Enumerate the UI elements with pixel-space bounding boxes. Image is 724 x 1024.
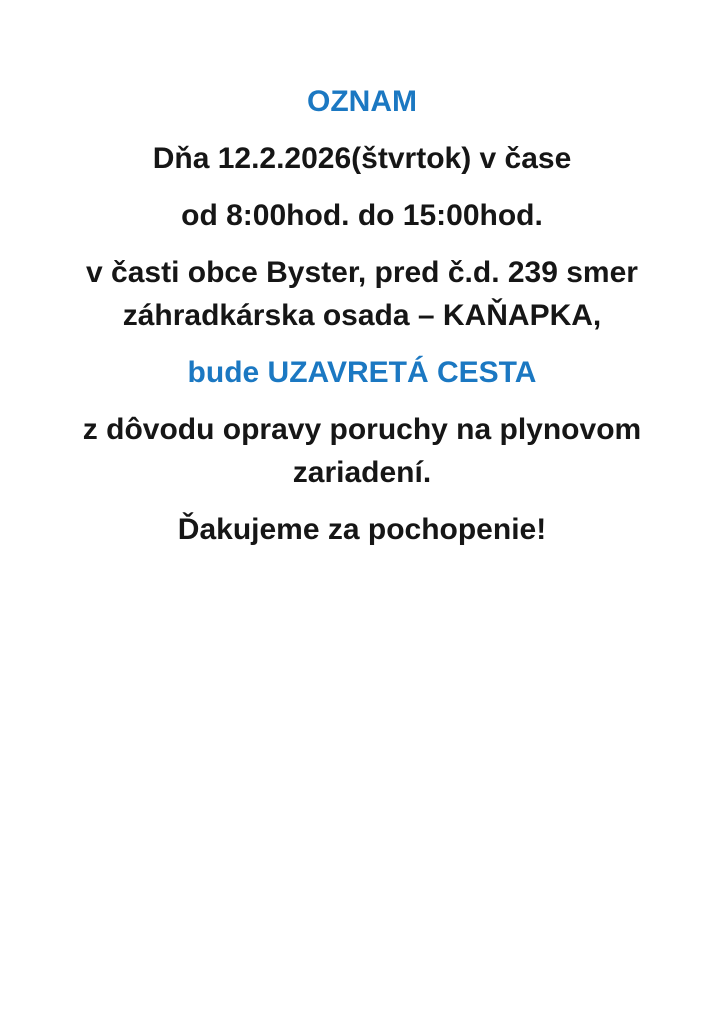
notice-title <box>0 80 724 123</box>
notice-line: OZNAM <box>307 85 417 118</box>
notice-line: záhradkárska osada – KAŇAPKA, <box>122 299 602 332</box>
notice-body <box>0 80 724 551</box>
notice-paragraph <box>0 194 724 237</box>
notice-line: v časti obce Byster, pred č.d. 239 smer <box>86 256 638 289</box>
notice-paragraph <box>0 408 724 494</box>
notice-line: Dňa 12.2.2026(štvrtok) v čase <box>152 142 572 175</box>
notice-line: bude UZAVRETÁ CESTA <box>187 356 537 389</box>
notice-paragraph <box>0 251 724 337</box>
notice-paragraph <box>0 508 724 551</box>
notice-line: zariadení. <box>292 456 432 489</box>
notice-line: z dôvodu opravy poruchy na plynovom <box>82 413 642 446</box>
notice-line: Ďakujeme za pochopenie! <box>177 513 547 546</box>
notice-line: od 8:00hod. do 15:00hod. <box>181 199 543 232</box>
notice-highlight <box>0 351 724 394</box>
notice-paragraph <box>0 137 724 180</box>
